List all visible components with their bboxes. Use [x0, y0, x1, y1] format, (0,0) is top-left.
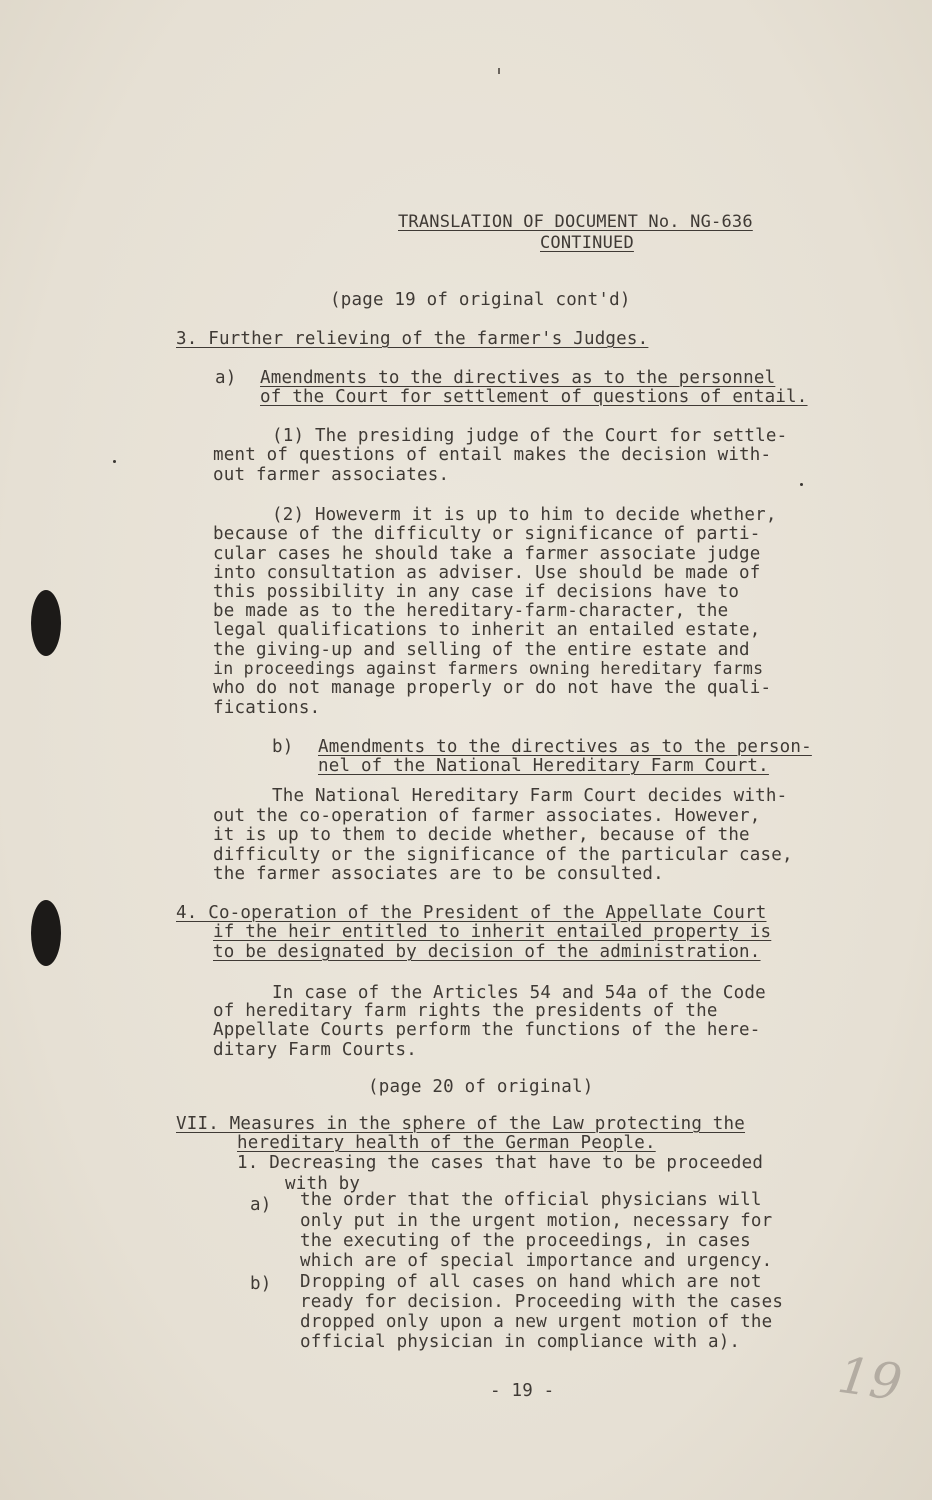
paragraph-line: Appellate Courts perform the functions of the here- [213, 1020, 761, 1040]
paragraph-line: ready for decision. Proceeding with the cases [300, 1292, 784, 1312]
section-vii-heading-line-1: VII. Measures in the sphere of the Law protecting the [176, 1114, 746, 1134]
section-4-heading-line-3: to be designated by decision of the administration. [213, 942, 761, 962]
page-reference-19: (page 19 of original cont'd) [330, 290, 631, 310]
paragraph-line: (2) Howeverm it is up to him to decide whether, [272, 505, 777, 525]
section-3b-heading-line-1: Amendments to the directives as to the person- [318, 737, 812, 757]
section-vii-b-label: b) [250, 1274, 272, 1294]
paragraph-line: this possibility in any case if decisions have to [213, 582, 740, 602]
paragraph-line: fications. [213, 698, 321, 718]
section-vii-a-label: a) [250, 1195, 272, 1215]
paragraph-line: out the co-operation of farmer associates. However, [213, 806, 761, 826]
page-reference-20: (page 20 of original) [368, 1077, 594, 1097]
section-3b-label: b) [272, 737, 294, 757]
section-3a-heading-line-2: of the Court for settlement of questions of entail. [260, 387, 808, 407]
section-vii-item-1-line-2: with by [285, 1174, 361, 1194]
paragraph-line: official physician in compliance with a). [300, 1332, 741, 1352]
section-vii-heading-line-2: hereditary health of the German People. [237, 1133, 656, 1153]
paragraph-line: because of the difficulty or significance of parti- [213, 524, 761, 544]
paragraph-line: (1) The presiding judge of the Court for settle- [272, 426, 788, 446]
paragraph-line: out farmer associates. [213, 465, 450, 485]
paragraph-line: be made as to the hereditary-farm-character, the [213, 601, 729, 621]
paragraph-line: ditary Farm Courts. [213, 1040, 417, 1060]
paragraph-line: only put in the urgent motion, necessary for [300, 1211, 773, 1231]
paragraph-line: which are of special importance and urgency. [300, 1251, 773, 1271]
document-continued: CONTINUED [540, 233, 634, 253]
paragraph-line: the giving-up and selling of the entire estate and [213, 640, 750, 660]
paragraph-line: of hereditary farm rights the presidents of the [213, 1001, 718, 1021]
ink-dot [800, 483, 803, 486]
paragraph-line: who do not manage properly or do not have the quali- [213, 678, 772, 698]
paragraph-line: the order that the official physicians will [300, 1190, 762, 1210]
ink-dot [113, 460, 116, 463]
paragraph-line: In case of the Articles 54 and 54a of the Code [272, 983, 766, 1003]
section-3b-heading-line-2: nel of the National Hereditary Farm Court. [318, 756, 769, 776]
paragraph-line: dropped only upon a new urgent motion of the [300, 1312, 773, 1332]
section-3a-label: a) [215, 368, 237, 388]
section-vii-item-1-line-1: 1. Decreasing the cases that have to be proceeded [237, 1153, 764, 1173]
punch-hole-bottom [31, 900, 61, 966]
paragraph-line: The National Hereditary Farm Court decides with- [272, 786, 788, 806]
section-3-heading: 3. Further relieving of the farmer's Judges. [176, 329, 649, 349]
section-4-heading-line-2: if the heir entitled to inherit entailed property is [213, 922, 772, 942]
paragraph-line: the farmer associates are to be consulted. [213, 864, 664, 884]
page-number: - 19 - [490, 1381, 555, 1401]
punch-hole-top [31, 590, 61, 656]
paragraph-line: ment of questions of entail makes the decision with- [213, 445, 772, 465]
section-3a-heading-line-1: Amendments to the directives as to the personnel [260, 368, 776, 388]
paragraph-line: cular cases he should take a farmer associate judge [213, 544, 761, 564]
handwritten-page-number: 19 [834, 1345, 906, 1413]
section-4-heading-line-1: 4. Co-operation of the President of the Appellate Court [176, 903, 767, 923]
paragraph-line: legal qualifications to inherit an entailed estate, [213, 620, 761, 640]
paper-mark [498, 68, 500, 74]
paragraph-line: the executing of the proceedings, in cases [300, 1231, 751, 1251]
paragraph-line: into consultation as adviser. Use should be made of [213, 563, 761, 583]
paragraph-line: difficulty or the significance of the particular case, [213, 845, 793, 865]
document-title: TRANSLATION OF DOCUMENT No. NG-636 [398, 212, 753, 232]
paragraph-line: it is up to them to decide whether, because of the [213, 825, 750, 845]
paragraph-line: in proceedings against farmers owning hereditary farms [213, 659, 764, 678]
paragraph-line: Dropping of all cases on hand which are not [300, 1272, 762, 1292]
